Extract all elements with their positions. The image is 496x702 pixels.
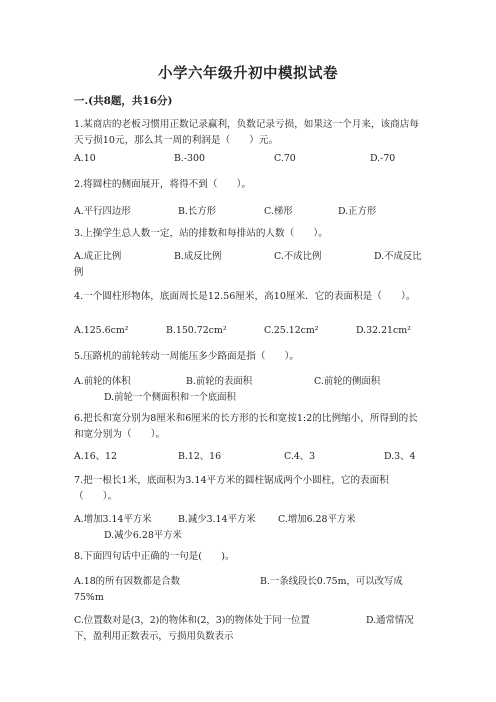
- option-row: [74, 203, 426, 218]
- option[interactable]: D.前轮一个侧面积和一个底面积: [104, 391, 237, 403]
- page-title: 小学六年级升初中模拟试卷: [158, 65, 338, 82]
- question-stem: 3.上操学生总人数一定，站的排数和每排站的人数（ ）。: [74, 228, 328, 239]
- question-stem: 2.将圆柱的侧面展开，将得不到（ ）。: [74, 179, 252, 190]
- option[interactable]: B.成反比例: [174, 251, 222, 262]
- question-stem: 8.下面四句话中正确的一句是( )。: [74, 551, 235, 562]
- option[interactable]: C.不成比例: [274, 251, 322, 262]
- option[interactable]: D.通常情况下，盈利用正数表示，亏损用负数表示: [74, 615, 414, 642]
- question-stem: 5.压路机的前轮转动一周能压多少路面是指（ ）。: [74, 351, 300, 362]
- option-row: [74, 249, 426, 280]
- option[interactable]: B.一条线段长0.75m，可以改写成75%m: [74, 576, 403, 603]
- option-row: [74, 574, 426, 605]
- option[interactable]: B.150.72cm²: [166, 325, 227, 336]
- option[interactable]: D.不成反比例: [74, 251, 422, 278]
- option[interactable]: C.前轮的侧面积: [314, 376, 381, 387]
- option-row: [74, 153, 426, 168]
- option[interactable]: B.长方形: [178, 206, 216, 217]
- option[interactable]: A.成正比例: [74, 251, 122, 262]
- option[interactable]: B.前轮的表面积: [186, 376, 253, 387]
- option-row: [74, 613, 426, 644]
- option[interactable]: C.25.12cm²: [264, 325, 319, 336]
- option[interactable]: D.减少6.28平方米: [104, 529, 182, 541]
- question-stem: 7.把一根长1米，底面积为3.14平方米的圆柱锯成两个小圆柱，它的表面积（ ）。: [74, 475, 389, 502]
- option[interactable]: C.4、3: [284, 451, 316, 462]
- option[interactable]: A.平行四边形: [74, 206, 131, 217]
- option[interactable]: D.-70: [370, 153, 396, 164]
- option[interactable]: A.前轮的体积: [74, 376, 131, 387]
- section-heading: 一.(共8题，共16分): [74, 95, 173, 107]
- option[interactable]: B.-300: [174, 153, 205, 164]
- option[interactable]: D.3、4: [384, 451, 416, 462]
- option-row: [74, 325, 426, 340]
- question-stem: 6.把长和宽分别为8厘米和6厘米的长方形的长和宽按1:2的比例缩小，所得到的长和宽分别为（ ）。: [74, 413, 418, 440]
- option[interactable]: C.位置数对是(3，2)的物体和(2，3)的物体处于同一位置: [74, 615, 310, 626]
- option[interactable]: A.18的所有因数都是合数: [74, 576, 181, 587]
- option[interactable]: A.16、12: [74, 451, 117, 462]
- option-row: [74, 448, 426, 463]
- option[interactable]: A.10: [74, 153, 96, 164]
- question-stem: 1.某商店的老板习惯用正数记录赢利，负数记录亏损，如果这一个月来，该商店每天亏损10元，那么其一周的利润是（ ）元。: [74, 119, 419, 146]
- question-stem: 4.一个圆柱形物体，底面周长是12.56厘米，高10厘米．它的表面积是（ ）。: [74, 291, 416, 302]
- option-row: [74, 512, 426, 543]
- option[interactable]: A.125.6cm²: [74, 325, 129, 336]
- option[interactable]: A.增加3.14平方米: [74, 514, 152, 525]
- option[interactable]: C.增加6.28平方米: [278, 514, 356, 525]
- option[interactable]: C.70: [274, 153, 296, 164]
- option[interactable]: D.32.21cm²: [356, 325, 411, 336]
- option[interactable]: C.梯形: [264, 206, 293, 217]
- option-row: [74, 374, 426, 405]
- option[interactable]: B.减少3.14平方米: [178, 514, 256, 525]
- option[interactable]: D.正方形: [338, 206, 377, 217]
- option[interactable]: B.12、16: [178, 451, 222, 462]
